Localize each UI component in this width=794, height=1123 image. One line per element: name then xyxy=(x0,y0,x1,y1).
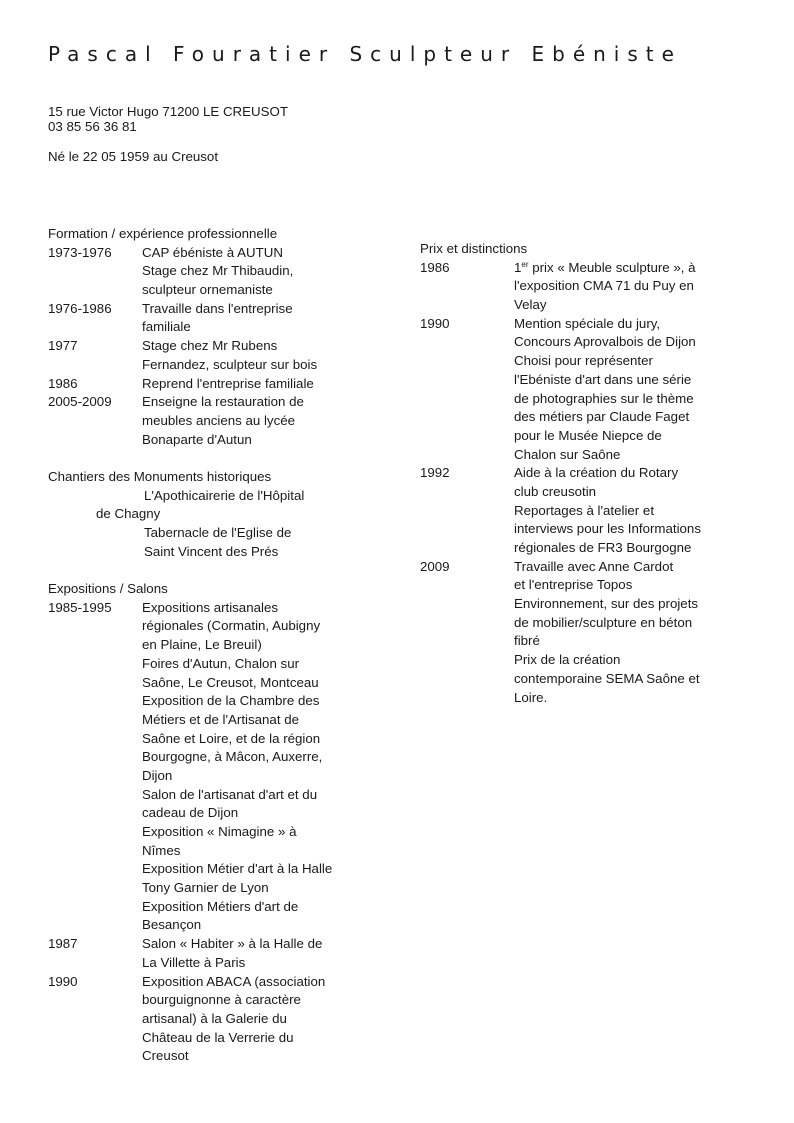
entry-line: interviews pour les Informations xyxy=(514,521,701,537)
entry-line: Exposition « Nimagine » à xyxy=(142,824,297,839)
entry-lines xyxy=(514,315,696,465)
entry-row xyxy=(420,315,760,465)
entry-line: bourguignonne à caractère xyxy=(142,992,301,1008)
entry-line: de photographies sur le thème xyxy=(514,390,694,406)
entry-line: Creusot xyxy=(142,1048,189,1064)
entry-line: fibré xyxy=(514,633,540,649)
monuments-heading: Chantiers des Monuments historiques xyxy=(48,468,272,484)
entry-line: Prix de la création xyxy=(514,652,621,668)
entry-line: Foires d'Autun, Chalon sur xyxy=(142,655,300,671)
entry-line: Fernandez, sculpteur sur bois xyxy=(142,356,318,372)
entry-line: Stage chez Mr Rubens xyxy=(142,338,278,354)
entry-lines xyxy=(142,599,332,935)
entry-year: 1990 xyxy=(420,315,450,331)
entry-line: Environnement, sur des projets xyxy=(514,596,699,612)
entry-row xyxy=(48,337,388,374)
birth-info: Né le 22 05 1959 au Creusot xyxy=(48,149,219,164)
entry-lines xyxy=(142,300,293,337)
entry-line: Aide à la création du Rotary xyxy=(514,465,679,481)
entry-row xyxy=(420,259,760,315)
entry-year: 1986 xyxy=(420,259,450,275)
entry-line: Bourgogne, à Mâcon, Auxerre, xyxy=(142,749,323,765)
entry-lines xyxy=(514,558,700,708)
entry-year: 2005-2009 xyxy=(48,394,112,410)
entry-line: et l'entreprise Topos xyxy=(514,577,633,593)
entry-lines xyxy=(142,973,325,1066)
formation-heading: Formation / expérience professionnelle xyxy=(48,226,278,241)
entry-year: 1990 xyxy=(48,973,78,989)
entry-line: club creusotin xyxy=(514,483,597,499)
entry-line: Saône et Loire, et de la région xyxy=(142,730,321,746)
entry-line: Bonaparte d'Autun xyxy=(142,431,252,447)
entry-line: Enseigne la restauration de xyxy=(142,394,304,410)
entry-lines xyxy=(142,375,314,394)
entry-year: 1992 xyxy=(420,465,450,481)
entry-line: Salon de l'artisanat d'art et du xyxy=(142,786,318,802)
entry-line: meubles anciens au lycée xyxy=(142,412,296,428)
expositions-heading: Expositions / Salons xyxy=(48,581,168,597)
monument-line: Tabernacle de l'Eglise de xyxy=(144,525,292,540)
entry-line: Exposition Métiers d'art de xyxy=(142,898,299,914)
entry-line: pour le Musée Niepce de xyxy=(514,427,662,443)
contact-block xyxy=(48,104,288,134)
entry-row xyxy=(48,300,388,337)
entry-line: Reportages à l'atelier et xyxy=(514,502,655,518)
entry-year: 1976-1986 xyxy=(48,300,112,316)
entry-line: Besançon xyxy=(142,917,202,933)
entry-line: Travaille avec Anne Cardot xyxy=(514,558,674,574)
entry-row xyxy=(48,599,388,935)
entry-line: CAP ébéniste à AUTUN xyxy=(142,244,283,260)
entry-line: Loire. xyxy=(514,689,548,705)
entry-line: Mention spéciale du jury, xyxy=(514,315,661,331)
entry-row xyxy=(420,464,760,557)
entry-line: Concours Aprovalbois de Dijon xyxy=(514,334,696,350)
entry-line: La Villette à Paris xyxy=(142,954,246,970)
entry-line: sculpteur ornemaniste xyxy=(142,282,273,298)
entry-line: Exposition de la Chambre des xyxy=(142,693,320,709)
entry-year: 2009 xyxy=(420,558,450,574)
left-column xyxy=(48,225,388,1066)
entry-line: artisanal) à la Galerie du xyxy=(142,1010,287,1026)
entry-row xyxy=(48,375,388,394)
entry-line: Travaille dans l'entreprise xyxy=(142,300,293,316)
entry-row xyxy=(420,558,760,708)
entry-year: 1977 xyxy=(48,338,78,354)
entry-line: Chalon sur Saône xyxy=(514,446,621,462)
address: 15 rue Victor Hugo 71200 LE CREUSOT xyxy=(48,104,288,119)
entry-line: cadeau de Dijon xyxy=(142,805,239,821)
entry-line: des métiers par Claude Faget xyxy=(514,409,690,425)
entry-line: familiale xyxy=(142,319,191,335)
monument-line: de Chagny xyxy=(96,506,161,522)
formation-list xyxy=(48,244,388,450)
entry-line: en Plaine, Le Breuil) xyxy=(142,637,262,653)
entry-line: Choisi pour représenter xyxy=(514,353,653,369)
entry-row xyxy=(48,973,388,1066)
entry-line: Exposition Métier d'art à la Halle xyxy=(142,861,333,877)
entry-line: Saône, Le Creusot, Montceau xyxy=(142,674,319,690)
entry-line: Velay xyxy=(514,297,547,313)
entry-line: Métiers et de l'Artisanat de xyxy=(142,711,300,727)
monument-line: L'Apothicairerie de l'Hôpital xyxy=(144,487,305,503)
expositions-list xyxy=(48,599,388,1066)
entry-line: contemporaine SEMA Saône et xyxy=(514,670,700,686)
page-title: Pascal Fouratier Sculpteur Ebéniste xyxy=(48,42,682,66)
entry-lines xyxy=(142,393,304,449)
entry-year: 1986 xyxy=(48,375,78,391)
entry-line: Expositions artisanales xyxy=(142,599,278,615)
entry-line: Exposition ABACA (association xyxy=(142,973,326,989)
entry-line: 1er prix « Meuble sculpture », à xyxy=(514,259,696,275)
entry-lines xyxy=(514,464,701,557)
entry-line: de mobilier/sculpture en béton xyxy=(514,614,693,630)
prix-list xyxy=(420,315,760,707)
entry-line: Salon « Habiter » à la Halle de xyxy=(142,936,323,952)
entry-row xyxy=(48,244,388,300)
entry-lines xyxy=(142,935,322,972)
entry-year: 1973-1976 xyxy=(48,244,112,260)
entry-line: Stage chez Mr Thibaudin, xyxy=(142,263,294,279)
entry-line: régionales de FR3 Bourgogne xyxy=(514,540,692,555)
entry-line: Tony Garnier de Lyon xyxy=(142,880,269,896)
prix-heading: Prix et distinctions xyxy=(420,241,528,256)
entry-line: Château de la Verrerie du xyxy=(142,1029,294,1045)
entry-row xyxy=(48,935,388,972)
entry-line: l'Ebéniste d'art dans une série xyxy=(514,371,692,387)
entry-lines xyxy=(142,337,317,374)
entry-line: Reprend l'entreprise familiale xyxy=(142,375,314,391)
right-column xyxy=(420,240,760,707)
entry-line: Dijon xyxy=(142,767,173,783)
entry-line: régionales (Cormatin, Aubigny xyxy=(142,618,321,634)
entry-line: l'exposition CMA 71 du Puy en xyxy=(514,278,694,294)
monument-line: Saint Vincent des Prés xyxy=(144,543,279,559)
entry-year: 1987 xyxy=(48,936,78,952)
phone: 03 85 56 36 81 xyxy=(48,119,137,134)
entry-line: Nîmes xyxy=(142,842,181,858)
entry-lines xyxy=(142,244,293,300)
entry-lines xyxy=(514,259,696,315)
entry-row xyxy=(48,393,388,449)
entry-year: 1985-1995 xyxy=(48,599,112,615)
